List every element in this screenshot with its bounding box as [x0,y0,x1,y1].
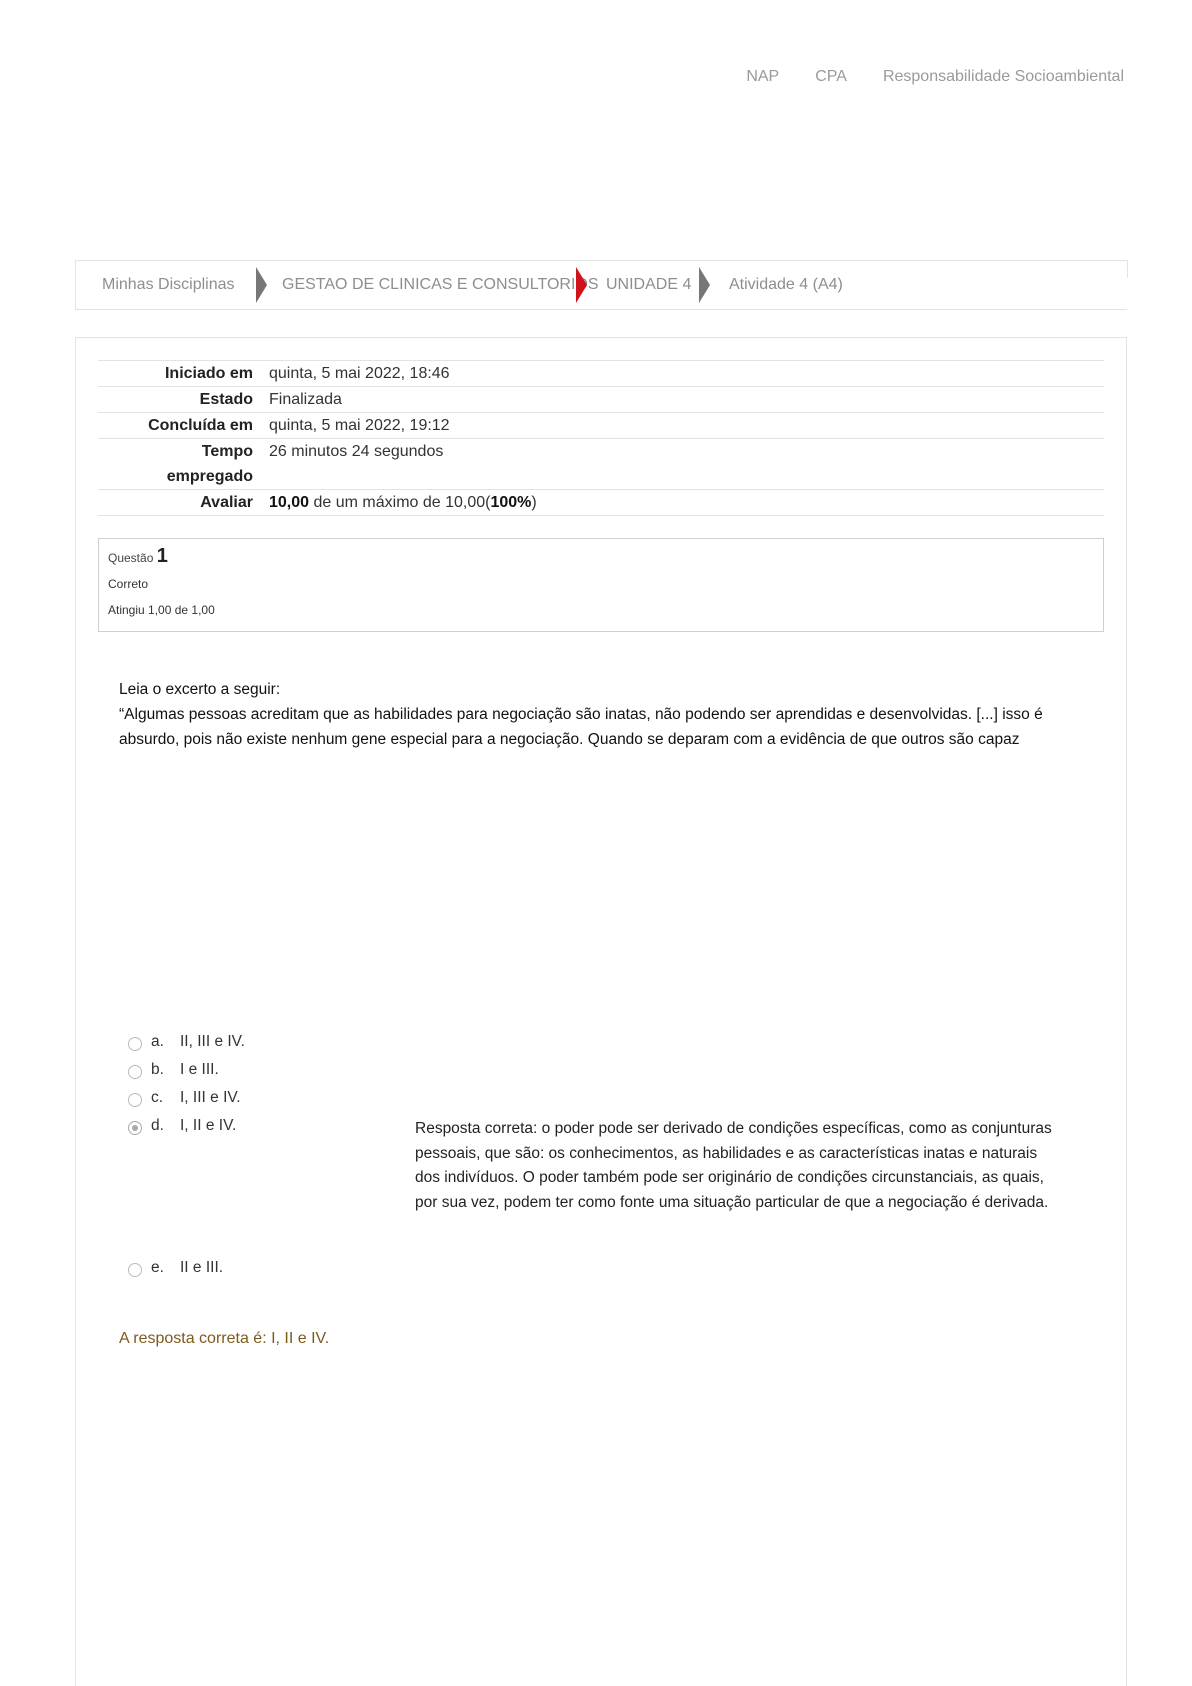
question-status: Correto [108,577,149,591]
option-d[interactable]: d. I, II e IV. Resposta correta: o poder pode ser derivado de condições específicas, como as conjunturas pessoais, que são: os conhecimentos, as habilidades e as características inatas e naturais dos indivíduos. O poder também pode ser originário de condições circunstanciais, as quais, por sua vez, podem ter como fonte uma situação particular de que a negociação é derivada. [128,1117,1078,1259]
question-number: Questão 1 [108,545,168,567]
nav-link-cpa[interactable]: CPA [815,68,847,85]
option-a[interactable]: a. II, III e IV. [128,1033,1078,1061]
option-e[interactable]: e. II e III. [128,1259,1078,1287]
right-answer-text: A resposta correta é: I, II e IV. [119,1330,330,1347]
breadcrumb-separator-icon [576,267,587,303]
attempt-summary-table [98,360,1104,516]
breadcrumb [75,260,1127,310]
question-points: Atingiu 1,00 de 1,00 [108,603,215,617]
summary-row-time: Tempo empregado 26 minutos 24 segundos [98,439,1104,490]
breadcrumb-item-activity[interactable]: Atividade 4 (A4) [729,276,843,293]
breadcrumb-underline [76,309,1099,310]
question-text: Leia o excerto a seguir: “Algumas pessoas acreditam que as habilidades para negociação são inatas, não podendo ser aprendidas e desenvolvidas. [...] isso é absurdo, pois não existe nenhum gene especial para a negociação. Quando se deparam com a evidência de que outros são capaz [119,681,1043,748]
radio-option-b[interactable] [128,1065,142,1079]
summary-row-started: Iniciado em quinta, 5 mai 2022, 18:46 [98,361,1104,387]
option-c[interactable]: c. I, III e IV. [128,1089,1078,1117]
nav-link-responsabilidade[interactable]: Responsabilidade Socioambiental [882,68,1124,85]
breadcrumb-separator-icon [699,267,710,303]
grade-percent: 100% [490,494,532,511]
radio-option-c[interactable] [128,1093,142,1107]
summary-row-state: Estado Finalizada [98,387,1104,413]
answer-options [128,1033,1078,1287]
option-feedback: Resposta correta: o poder pode ser derivado de condições específicas, como as conjunturas pessoais, que são: os conhecimentos, as habilidades e as características inatas e naturais dos indivíduos. O poder também pode ser originário de condições circunstanciais, as quais, por sua vez, podem ter como fonte uma situação particular de que a negociação é derivada. [415,1120,1052,1211]
radio-option-d-selected[interactable] [128,1121,142,1135]
breadcrumb-item-minhas-disciplinas[interactable]: Minhas Disciplinas [102,276,235,293]
summary-row-completed: Concluída em quinta, 5 mai 2022, 19:12 [98,413,1104,439]
nav-link-nap[interactable]: NAP [746,68,780,85]
breadcrumb-item-course[interactable]: GESTAO DE CLINICAS E CONSULTORIOS [282,276,599,293]
question-info-box [98,538,1104,632]
radio-option-a[interactable] [128,1037,142,1051]
quiz-review-panel [75,337,1127,1686]
top-navigation [746,68,1124,86]
breadcrumb-item-unit[interactable]: UNIDADE 4 [606,276,692,293]
radio-option-e[interactable] [128,1263,142,1277]
breadcrumb-separator-icon [256,267,267,303]
option-b[interactable]: b. I e III. [128,1061,1078,1089]
summary-row-grade: Avaliar 10,00 de um máximo de 10,00(100%) [98,490,1104,516]
grade-score: 10,00 [269,494,310,511]
